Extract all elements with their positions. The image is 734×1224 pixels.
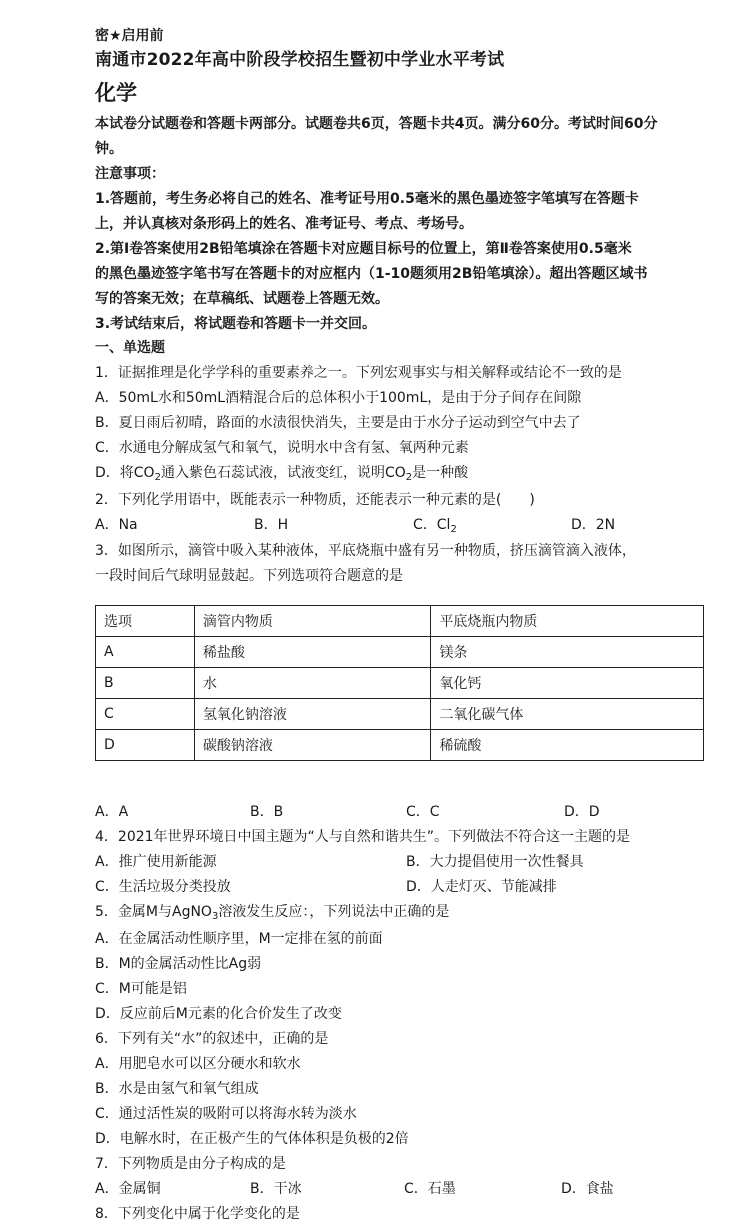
table-header-cell: 选项: [96, 606, 195, 637]
table-header-cell: 滴管内物质: [194, 606, 431, 637]
table-cell: 稀硫酸: [431, 730, 704, 761]
table-row: [96, 699, 704, 730]
note-2-line-2: 的黑色墨迹签字笔书写在答题卡的对应框内（1-10题须用2B铅笔填涂）。超出答题区域书: [95, 266, 648, 282]
secret-label: 密★启用前: [95, 28, 164, 44]
q1-d-subscript-1: 2: [154, 472, 161, 483]
table-cell: 碳酸钠溶液: [194, 730, 431, 761]
q2-stem: 2．下列化学用语中，既能表示一种物质，还能表示一种元素的是( ): [95, 492, 535, 508]
q3-stem-line-1: 3．如图所示，滴管中吸入某种液体，平底烧瓶中盛有另一种物质，挤压滴管滴入液体，: [95, 543, 636, 559]
q4-stem: 4．2021年世界环境日中国主题为“人与自然和谐共生”。下列做法不符合这一主题的是: [95, 829, 631, 845]
note-2-line-3: 写的答案无效；在草稿纸、试题卷上答题无效。: [95, 291, 389, 307]
table-cell: A: [96, 637, 195, 668]
table-header-cell: 平底烧瓶内物质: [431, 606, 704, 637]
intro-line-2: 钟。: [95, 141, 123, 157]
q1-d-part2: 通入紫色石蕊试液，试液变红，说明CO: [160, 465, 406, 481]
q6-option-b: B．水是由氢气和氧气组成: [95, 1081, 259, 1097]
q5-stem-subscript: 3: [211, 911, 219, 922]
intro-line-1: 本试卷分试题卷和答题卡两部分。试题卷共6页，答题卡共4页。满分60分。考试时间60分: [95, 116, 658, 132]
q7-option-a: A．金属铜: [95, 1181, 161, 1197]
q1-stem: 1．证据推理是化学学科的重要素养之一。下列宏观事实与相关解释或结论不一致的是: [95, 365, 622, 381]
q4-option-c: C．生活垃圾分类投放: [95, 879, 231, 895]
q7-option-b: B．干冰: [250, 1181, 302, 1197]
q2-option-c: [413, 515, 457, 540]
q1-option-a: A．50mL水和50mL酒精混合后的总体积小于100mL，是由于分子间存在间隙: [95, 390, 582, 406]
q5-option-d: D．反应前后M元素的化合价发生了改变: [95, 1006, 342, 1022]
q5-option-c: C．M可能是铝: [95, 981, 187, 997]
q3-table: [95, 605, 704, 761]
q5-option-b: B．M的金属活动性比Ag弱: [95, 956, 262, 972]
q4-option-b: B．大力提倡使用一次性餐具: [406, 854, 584, 870]
q1-option-d: [95, 463, 468, 488]
note-2-line-1: 2.第Ⅰ卷答案使用2B铅笔填涂在答题卡对应题目标号的位置上，第Ⅱ卷答案使用0.5毫米: [95, 241, 632, 257]
q2-c-subscript: 2: [450, 524, 457, 535]
section-heading: 一、单选题: [95, 340, 165, 356]
q7-option-d: D．食盐: [561, 1181, 614, 1197]
q3-option-d: D．D: [564, 804, 600, 820]
subject-title: 化学: [95, 81, 137, 105]
q6-option-d: D．电解水时，在正极产生的气体体积是负极的2倍: [95, 1131, 409, 1147]
q1-option-c: C．水通电分解成氢气和氧气，说明水中含有氢、氧两种元素: [95, 440, 469, 456]
q6-option-c: C．通过活性炭的吸附可以将海水转为淡水: [95, 1106, 357, 1122]
q3-stem-line-2: 一段时间后气球明显鼓起。下列选项符合题意的是: [95, 568, 403, 584]
q5-stem-part1: 5．金属M与AgNO: [95, 904, 212, 920]
table-cell: 二氧化碳气体: [431, 699, 704, 730]
q6-option-a: A．用肥皂水可以区分硬水和软水: [95, 1056, 301, 1072]
table-cell: 氧化钙: [431, 668, 704, 699]
note-3: 3.考试结束后，将试题卷和答题卡一并交回。: [95, 316, 377, 332]
q5-stem: [95, 902, 449, 927]
table-cell: 稀盐酸: [194, 637, 431, 668]
table-cell: C: [96, 699, 195, 730]
q5-stem-part2: 溶液发生反应：，下列说法中正确的是: [218, 904, 450, 920]
q2-option-d: D．2N: [571, 517, 616, 533]
q3-option-a: A．A: [95, 804, 129, 820]
table-cell: 水: [194, 668, 431, 699]
q2-option-b: B．H: [254, 517, 289, 533]
table-cell: B: [96, 668, 195, 699]
table-cell: 镁条: [431, 637, 704, 668]
table-row: [96, 668, 704, 699]
note-1-line-2: 上，并认真核对条形码上的姓名、准考证号、考点、考场号。: [95, 216, 473, 232]
q1-d-part1: D．将CO: [95, 465, 155, 481]
notes-heading: 注意事项：: [95, 166, 165, 182]
note-1-line-1: 1.答题前，考生务必将自己的姓名、准考证号用0.5毫米的黑色墨迹签字笔填写在答题卡: [95, 191, 639, 207]
q4-option-a: A．推广使用新能源: [95, 854, 217, 870]
table-header-row: [96, 606, 704, 637]
q2-option-a: A．Na: [95, 517, 138, 533]
q4-option-d: D．人走灯灭、节能减排: [406, 879, 557, 895]
q6-stem: 6．下列有关“水”的叙述中，正确的是: [95, 1031, 329, 1047]
table-row: [96, 730, 704, 761]
q2-c-text: C．Cl: [413, 517, 451, 533]
table-row: [96, 637, 704, 668]
q3-option-c: C．C: [406, 804, 440, 820]
exam-title: 南通市2022年高中阶段学校招生暨初中学业水平考试: [95, 50, 505, 70]
q1-d-part3: 是一种酸: [412, 465, 469, 481]
q1-d-subscript-2: 2: [405, 472, 413, 483]
q7-stem: 7．下列物质是由分子构成的是: [95, 1156, 286, 1172]
q7-option-c: C．石墨: [404, 1181, 456, 1197]
table-cell: D: [96, 730, 195, 761]
q8-stem: 8．下列变化中属于化学变化的是: [95, 1206, 300, 1222]
q3-option-b: B．B: [250, 804, 284, 820]
table-cell: 氢氧化钠溶液: [194, 699, 431, 730]
q1-option-b: B．夏日雨后初晴，路面的水渍很快消失，主要是由于水分子运动到空气中去了: [95, 415, 581, 431]
q5-option-a: A．在金属活动性顺序里，M一定排在氢的前面: [95, 931, 383, 947]
